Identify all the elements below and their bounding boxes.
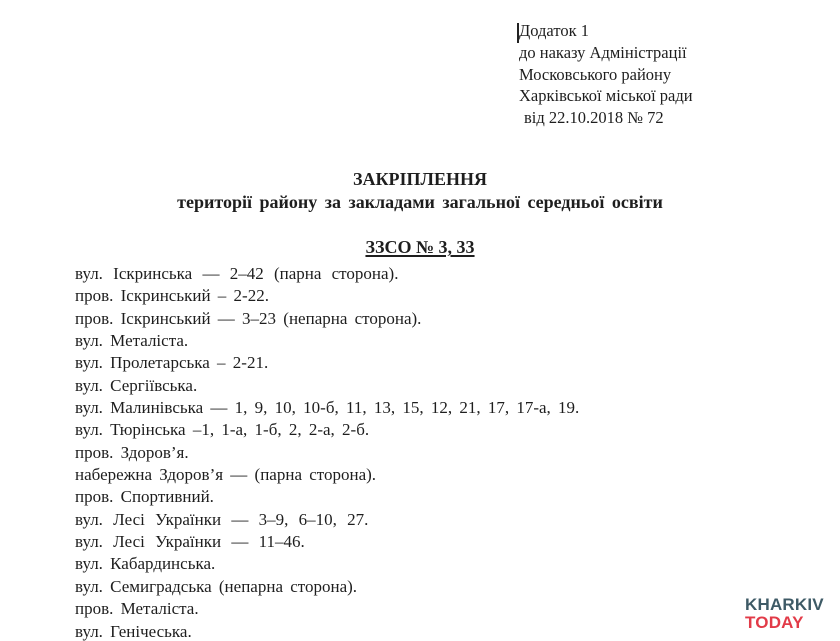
street-list-item: вул. Семиградська (непарна сторона). [75,576,358,596]
street-list-item: вул. Кабардинська. [75,554,216,574]
street-list-item: вул. Металіста. [75,331,189,351]
street-list-item: пров. Металіста. [75,599,199,619]
street-list-item: вул. Генічеська. [75,621,192,641]
document-title: ЗАКРІПЛЕННЯ [353,169,487,189]
street-list-item: пров. Спортивний. [75,487,214,507]
annex-line: до наказу Адміністрації [519,42,687,62]
street-list-item: набережна Здоров’я — (парна сторона). [75,465,377,485]
title-block [0,168,840,213]
street-list-item: вул. Лесі Українки — 3–9, 6–10, 27. [75,509,369,529]
street-list-item: вул. Тюрінська –1, 1-а, 1-б, 2, 2-а, 2-б. [75,420,370,440]
watermark-kharkiv-text: KHARKIV [745,595,824,614]
street-list-item: пров. Іскринський — 3–23 (непарна сторона). [75,308,422,328]
kharkiv-today-watermark [745,596,824,631]
street-list [75,263,579,641]
annex-line-date: від 22.10.2018 № 72 [524,108,664,128]
annex-line: Московського району [519,64,672,84]
annex-line: Додаток 1 [519,21,589,40]
street-list-item: вул. Пролетарська – 2-21. [75,353,269,373]
watermark-today-text: TODAY [745,612,804,632]
street-list-item: вул. Сергіївська. [75,375,198,395]
annex-block [519,20,693,129]
annex-line: Харківської міської ради [519,86,693,106]
street-list-item: пров. Іскринський – 2-22. [75,286,269,306]
text-cursor [517,23,519,43]
street-list-item: пров. Здоров’я. [75,442,189,462]
street-list-item: вул. Іскринська — 2–42 (парна сторона). [75,264,399,283]
street-list-item: вул. Лесі Українки — 11–46. [75,532,305,552]
document-subtitle: території району за закладами загальної середньої освіти [177,191,663,212]
section-heading: ЗЗСО № 3, 33 [365,237,475,257]
street-list-item: вул. Малинівська — 1, 9, 10, 10-б, 11, 13, 15, 12, 21, 17, 17-а, 19. [75,398,580,418]
